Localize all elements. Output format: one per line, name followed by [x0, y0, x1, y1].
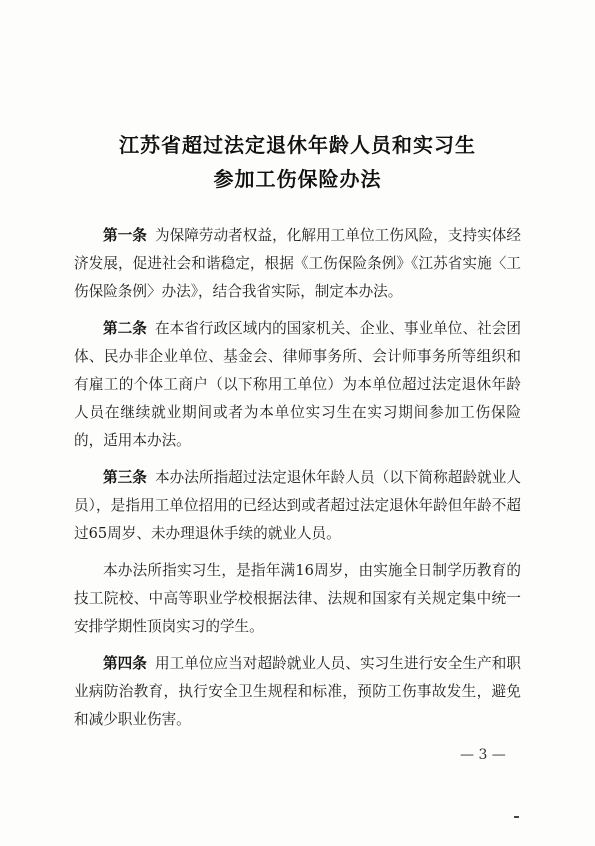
- title-line-2: 参加工伤保险办法: [213, 167, 382, 191]
- scan-mark: [514, 816, 519, 818]
- paragraph-text: 用工单位应当对超龄就业人员、实习生进行安全生产和职业病防治教育，执行安全卫生规程和标准，预防工伤事故发生，避免和减少职业伤害。: [74, 655, 521, 728]
- paragraph-article-3-cont: [74, 557, 521, 641]
- paragraph-text: 在本省行政区域内的国家机关、企业、事业单位、社会团体、民办非企业单位、基金会、律师事务所、会计师事务所等组织和有雇工的个体工商户（以下称用工单位）为本单位超过法定退休年龄人员在继续就业期间或者为本单位实习生在实习期间参加工伤保险的，适用本办法。: [74, 320, 521, 449]
- paragraph-text: 为保障劳动者权益，化解用工单位工伤风险，支持实体经济发展，促进社会和谐稳定，根据《工伤保险条例》《江苏省实施〈工伤保险条例〉办法》，结合我省实际，制定本办法。: [74, 227, 521, 300]
- article-label: 第二条: [103, 320, 147, 337]
- paragraph-article-3: [74, 464, 521, 548]
- document-title: [0, 128, 595, 196]
- paragraph-text: 本办法所指实习生，是指年满16周岁，由实施全日制学历教育的技工院校、中高等职业学校根据法律、法规和国家有关规定集中统一安排学期性顶岗实习的学生。: [74, 562, 521, 635]
- paragraph-article-1: [74, 222, 521, 306]
- article-label: 第三条: [103, 469, 147, 486]
- paragraph-text: 本办法所指超过法定退休年龄人员（以下简称超龄就业人员），是指用工单位招用的已经达到或者超过法定退休年龄但年龄不超过65周岁、未办理退休手续的就业人员。: [74, 469, 521, 542]
- title-line-1: 江苏省超过法定退休年龄人员和实习生: [119, 133, 476, 157]
- article-label: 第一条: [103, 227, 147, 244]
- article-label: 第四条: [103, 655, 147, 672]
- page-number: — 3 —: [460, 747, 506, 763]
- document-body: [74, 222, 521, 743]
- paragraph-article-2: [74, 315, 521, 455]
- paragraph-article-4: [74, 650, 521, 734]
